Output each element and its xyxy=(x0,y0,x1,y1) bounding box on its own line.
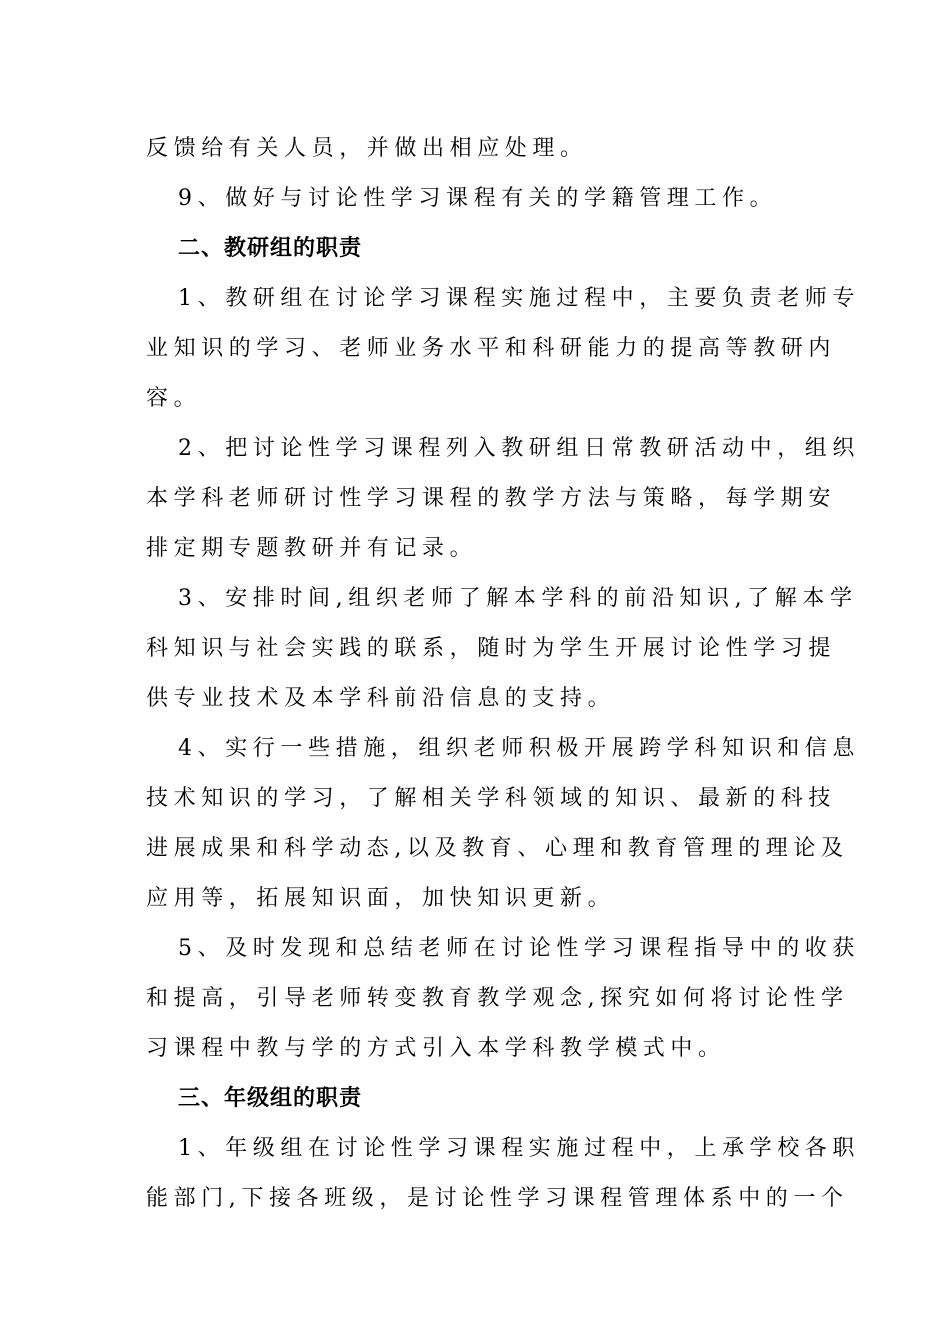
paragraph-line: 容。 xyxy=(146,386,202,411)
paragraph-line: 4、实行一些措施，组织老师积极开展跨学科知识和信息 xyxy=(178,736,860,761)
paragraph-line: 应用等，拓展知识面，加快知识更新。 xyxy=(146,886,616,911)
paragraph-line: 1、教研组在讨论学习课程实施过程中，主要负责老师专 xyxy=(178,286,860,311)
paragraph-line: 供专业技术及本学科前沿信息的支持。 xyxy=(146,686,616,711)
list-item-9: 9、做好与讨论性学习课程有关的学籍管理工作。 xyxy=(178,186,778,211)
paragraph-line: 本学科老师研讨性学习课程的教学方法与策略，每学期安 xyxy=(146,486,837,511)
paragraph-line: 1、年级组在讨论性学习课程实施过程中，上承学校各职 xyxy=(178,1136,860,1161)
paragraph-line: 3、安排时间,组织老师了解本学科的前沿知识,了解本学 xyxy=(178,586,858,611)
paragraph-line: 科知识与社会实践的联系，随时为学生开展讨论性学习提 xyxy=(146,636,837,661)
paragraph-line: 5、及时发现和总结老师在讨论性学习课程指导中的收获 xyxy=(178,936,860,961)
paragraph-line: 进展成果和科学动态,以及教育、心理和教育管理的理论及 xyxy=(146,836,849,861)
paragraph-line: 2、把讨论性学习课程列入教研组日常教研活动中，组织 xyxy=(178,436,860,461)
paragraph-line: 能部门,下接各班级，是讨论性学习课程管理体系中的一个 xyxy=(146,1186,849,1211)
section-heading-2: 二、教研组的职责 xyxy=(178,236,363,261)
paragraph-line: 排定期专题教研并有记录。 xyxy=(146,536,478,561)
section-heading-3: 三、年级组的职责 xyxy=(178,1086,363,1111)
paragraph-line: 习课程中教与学的方式引入本学科教学模式中。 xyxy=(146,1036,726,1061)
paragraph-line: 反馈给有关人员，并做出相应处理。 xyxy=(146,136,588,161)
paragraph-line: 技术知识的学习，了解相关学科领域的知识、最新的科技 xyxy=(146,786,837,811)
paragraph-line: 业知识的学习、老师业务水平和科研能力的提高等教研内 xyxy=(146,336,837,361)
paragraph-line: 和提高，引导老师转变教育教学观念,探究如何将讨论性学 xyxy=(146,986,849,1011)
